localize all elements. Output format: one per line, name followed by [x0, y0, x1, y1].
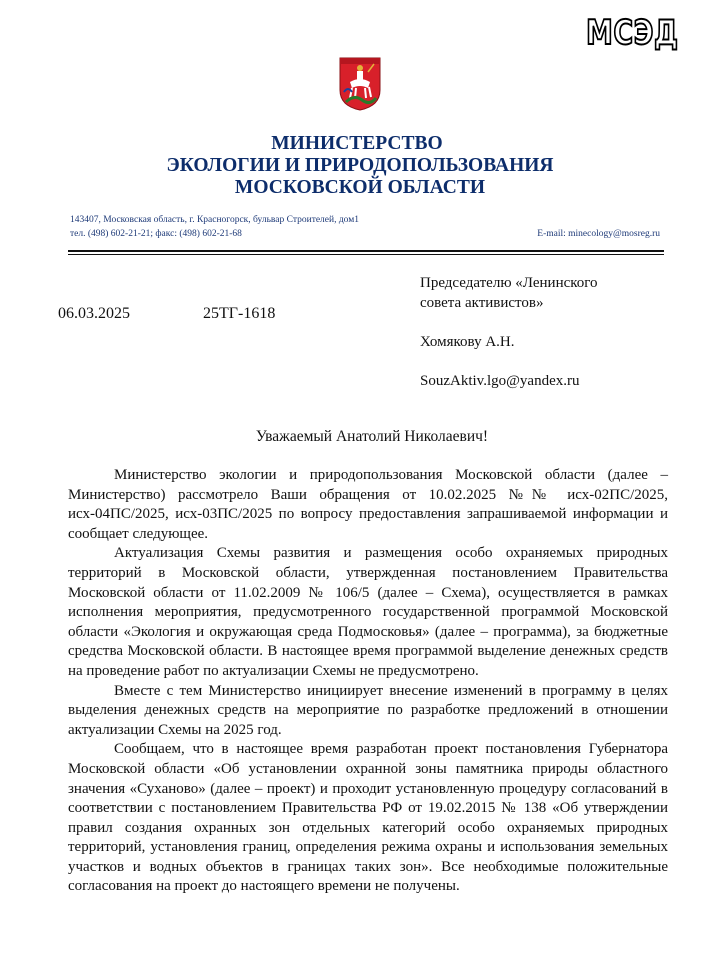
- ministry-title: [0, 133, 720, 199]
- addressee-email: SouzAktiv.lgo@yandex.ru: [420, 373, 580, 389]
- registration-number: 25ТГ-1618: [203, 305, 276, 322]
- greeting: Уважаемый Анатолий Николаевич!: [255, 428, 489, 445]
- ministry-title-line: МОСКОВСКОЙ ОБЛАСТИ: [234, 177, 486, 198]
- ministry-email: E-mail: minecology@mosreg.ru: [537, 229, 660, 239]
- body-paragraph: Министерство экологии и природопользования Московской области (далее – Министерство) рассмотрело Ваши обращения от 10.02.2025 №№ исх-02ПС/2025, исх-04ПС/2025, исх-03ПС/2025 по вопросу предоставления запрашиваемой информации и сообщает следующее.: [68, 467, 668, 542]
- ministry-contacts: [70, 229, 662, 239]
- header-divider: [68, 254, 664, 255]
- ministry-title-line: ЭКОЛОГИИ И ПРИРОДОПОЛЬЗОВАНИЯ: [166, 155, 554, 176]
- coat-of-arms-icon: [338, 56, 382, 111]
- msed-stamp: МСЭД: [586, 14, 679, 53]
- registration-date: 06.03.2025: [58, 305, 130, 322]
- body-paragraph: Сообщаем, что в настоящее время разработан проект постановления Губернатора Московской области «Об установлении охранной зоны памятника природы областного значения «Суханово» (далее – проект) и проходит установленную процедуру согласований в соответствии с постановлением Правительства РФ от 19.02.2015 № 138 «Об утверждении правил создания охранных зон отдельных категорий особо охраняемых природных территорий, установления границ, определения режима охраны и использования земельных участков и водных объектов в границах таких зон». Все необходимые положительные согласования на проект до настоящего времени не получены.: [68, 741, 668, 895]
- ministry-title-line: МИНИСТЕРСТВО: [271, 133, 443, 154]
- ministry-address: 143407, Московская область, г. Красногорск, бульвар Строителей, дом1: [70, 215, 360, 225]
- addressee-position: Председателю «Ленинского совета активистов»: [420, 275, 598, 311]
- body-paragraph: Актуализация Схемы развития и размещения особо охраняемых природных территорий в Московской области, утвержденная постановлением Правительства Московской области от 11.02.2009 № 106/5 (далее – Схема), осуществляется в рамках исполнения мероприятия, предусмотренного государственной программой Московской области «Экология и окружающая среда Подмосковья» (далее – программа), за бюджетные средства Московской области. В настоящее время программой выделение денежных средств на проведение работ по актуализации Схемы не предусмотрено.: [68, 545, 668, 679]
- letter-body: [68, 466, 668, 897]
- header-divider: [68, 250, 664, 252]
- addressee-name: Хомякову А.Н.: [420, 334, 515, 350]
- ministry-phone: тел. (498) 602-21-21; факс: (498) 602-21-68: [70, 229, 242, 239]
- body-paragraph: Вместе с тем Министерство инициирует внесение изменений в программу в целях выделения денежных средств на мероприятие по разработке предложений в отношении актуализации Схемы на 2025 год.: [68, 682, 668, 738]
